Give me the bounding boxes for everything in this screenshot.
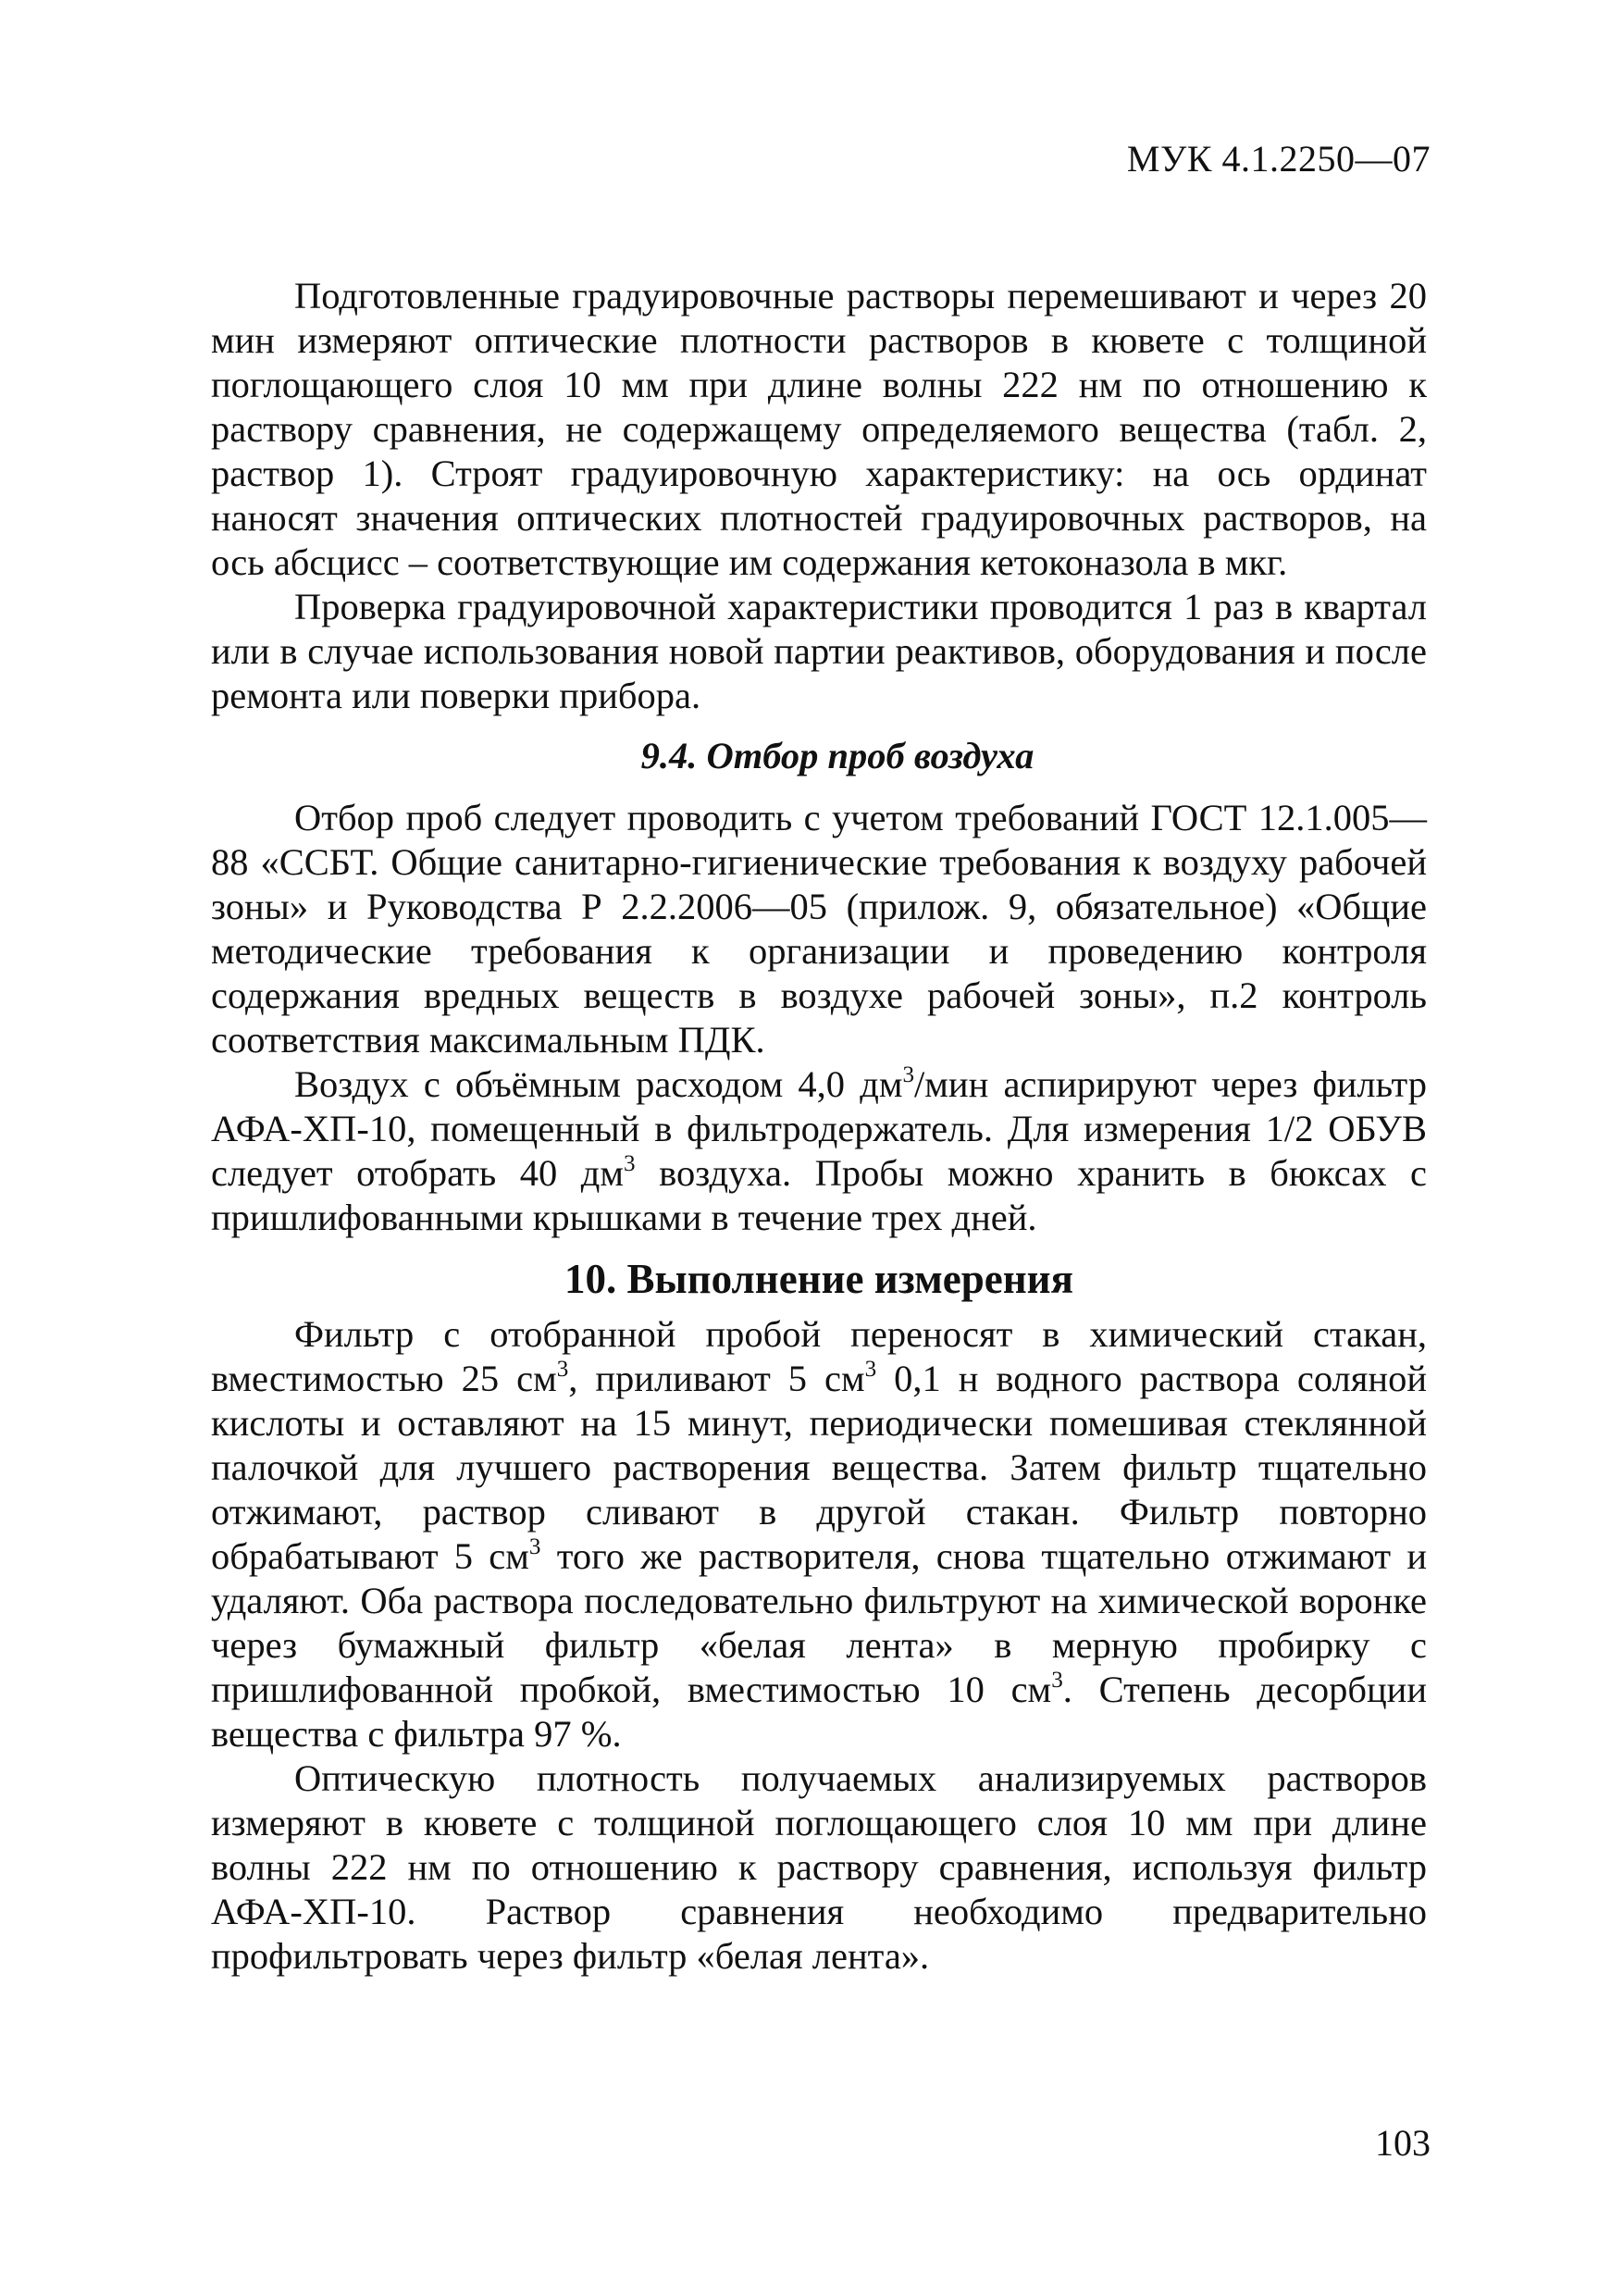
paragraph-filter-processing [211, 1312, 1427, 1756]
text-fragment: 0,1 н водного раствора соляной кислоты и оставляют на 15 минут, периодически помешивая стеклянной палочкой для лучшего растворения вещества. Затем фильтр тщательно отжимают, раствор сливают в другой стакан. Фильтр повторно обрабатывают 5 см [211, 1358, 1427, 1577]
page-body [211, 274, 1427, 1979]
superscript: 3 [1051, 1667, 1063, 1693]
paragraph-optical-density: Оптическую плотность получаемых анализируемых растворов измеряют в кювете с толщиной поглощающего слоя 10 мм при длине волны 222 нм по отношению к раствору сравнения, используя фильтр АФА-ХП-10. Раствор сравнения необходимо предварительно профильтровать через фильтр «белая лента». [211, 1757, 1427, 1977]
paragraph-calibration-check: Проверка градуировочной характеристики проводится 1 раз в квартал или в случае использования новой партии реактивов, оборудования и после ремонта или поверки прибора. [211, 586, 1427, 716]
superscript: 3 [528, 1533, 541, 1559]
page-number: 103 [1375, 2122, 1431, 2164]
section-heading-measurement: 10. Выполнение измерения [564, 1256, 1073, 1302]
superscript: 3 [556, 1356, 569, 1382]
text-fragment: воздуха. Пробы можно хранить в бюксах с пришлифованными крышками в течение трех дней. [211, 1152, 1427, 1238]
text-fragment: . Степень десорбции вещества с фильтра 97 %. [211, 1669, 1427, 1755]
superscript: 3 [902, 1061, 915, 1087]
section-heading-air-sampling: 9.4. Отбор проб воздуха [640, 735, 1035, 776]
superscript: 3 [624, 1150, 636, 1176]
text-fragment: того же растворителя, снова тщательно отжимают и удаляют. Оба раствора последовательно фильтруют на химической воронке через бумажный фильтр «белая лента» в мерную пробирку с пришлифованной пробкой, вместимостью 10 см [211, 1535, 1427, 1710]
paragraph-air-flow [211, 1062, 1427, 1240]
superscript: 3 [864, 1356, 877, 1382]
paragraph-calibration-measurement: Подготовленные градуировочные растворы перемешивают и через 20 мин измеряют оптические плотности растворов в кювете с толщиной поглощающего слоя 10 мм при длине волны 222 нм по отношению к раствору сравнения, не содержащему определяемого вещества (табл. 2, раствор 1). Строят градуировочную характеристику: на ось ординат наносят значения оптических плотностей градуировочных растворов, на ось абсцисс – соответствующие им содержания кетоконазола в мкг. [211, 275, 1427, 583]
paragraph-sampling-requirements: Отбор проб следует проводить с учетом требований ГОСТ 12.1.005—88 «ССБТ. Общие санитарно-гигиенические требования к воздуху рабочей зоны» и Руководства Р 2.2.2006—05 (прилож. 9, обязательное) «Общие методические требования к организации и проведению контроля содержания вредных веществ в воздухе рабочей зоны», п.2 контроль соответствия максимальным ПДК. [211, 797, 1427, 1061]
text-fragment: Фильтр с отобранной пробой переносят в химический стакан, вместимостью 25 см [211, 1313, 1427, 1399]
document-code-header: МУК 4.1.2250—07 [1126, 138, 1431, 180]
text-fragment: Воздух с объёмным расходом 4,0 дм [294, 1063, 903, 1105]
text-fragment: /мин аспирируют через фильтр АФА-ХП-10, помещенный в фильтродержатель. Для измерения 1/2 ОБУВ следует отобрать 40 дм [211, 1063, 1427, 1194]
text-fragment: , приливают 5 см [568, 1358, 865, 1399]
